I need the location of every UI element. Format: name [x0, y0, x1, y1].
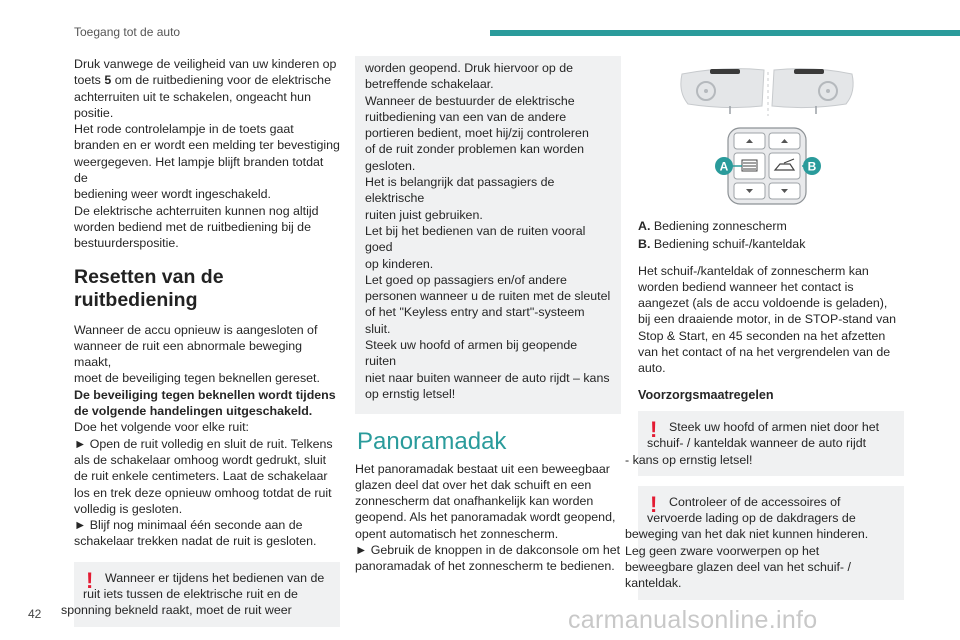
precautions-heading: Voorzorgsmaatregelen	[638, 387, 774, 402]
warning-box-accessories: ! Controleer of de accessoires of vervoerde lading op de dakdragers de beweging van het dak niet kunnen hinderen. Leg geen zware voorwerpen op het beweegbare glazen deel van het schuif- / kanteldak.	[638, 486, 904, 600]
column-right	[625, 218, 904, 600]
page-number: 42	[28, 607, 42, 621]
legend-item-a: A. Bediening zonnescherm	[638, 219, 787, 233]
tilt-roof-button[interactable]	[769, 153, 800, 179]
section-title: Toegang tot de auto	[74, 25, 181, 39]
roof-console-figure	[666, 62, 866, 217]
figure-legend	[638, 218, 904, 253]
legend-item-b: B. Bediening schuif-/kanteldak	[638, 237, 806, 252]
column-left	[61, 56, 340, 627]
callout-b-label: B	[807, 159, 817, 174]
warning-box-pinch: ! Wanneer er tijdens het bedienen van de ruit iets tussen de elektrische ruit en de sponning bekneld raakt, moet de ruit weer	[74, 562, 340, 627]
intro-paragraph: Druk vanwege de veiligheid van uw kinderen op toets 5 om de ruitbediening voor de elektrische achterruiten uit te schakelen, ongeacht hun positie. Het rode controlelampje in de toets gaat branden en er wordt een melding ter bevestiging weergegeven. Het lampje blijft branden totdat de bediening weer wordt ingeschakeld. De elektrische achterruiten kunnen nog altijd worden bediend met de ruitbediening bij de bestuurderspositie.	[74, 57, 340, 251]
warning-exclamation-icon: !	[86, 567, 94, 593]
warning-box-head-arms: ! Steek uw hoofd of armen niet door het schuif- / kanteldak wanneer de auto rijdt - kans op ernstig letsel!	[638, 411, 904, 476]
panorama-heading: Panoramadak	[357, 428, 507, 456]
watermark: carmanualsonline.info	[568, 606, 818, 634]
warning-exclamation-icon: !	[650, 491, 658, 517]
callout-a-label: A	[719, 159, 729, 174]
header-accent-bar	[490, 30, 960, 36]
warning-exclamation-icon: !	[650, 416, 658, 442]
roof-console-illustration	[666, 62, 866, 212]
reset-heading: Resetten van de ruitbediening	[74, 265, 224, 311]
column-middle	[355, 56, 621, 575]
roof-operation-paragraph: Het schuif-/kanteldak of zonnescherm kan worden bediend wanneer het contact is aangezet (als de accu voldoende is geladen), bij een draaiende motor, in de STOP-stand van Stop & Start, en 45 seconden na het afzetten van het contact of na het vergrendelen van de auto.	[638, 263, 897, 376]
warning-box-continued: worden geopend. Druk hiervoor op de betreffende schakelaar. Wanneer de bestuurder de elektrische ruitbediening van een van de andere portieren bedient, moet hij/zij controleren of de ruit zonder problemen kan worden gesloten. Het is belangrijk dat passagiers de elektrische ruiten juist gebruiken. Let bij het bedienen van de ruiten vooral goed op kinderen. Let goed op passagiers en/of andere personen wanneer u de ruiten met de sleutel of het "Keyless entry and start"-systeem sluit. Steek uw hoofd of armen bij geopende ruiten niet naar buiten wanneer de auto rijdt – kans op ernstig letsel!	[355, 56, 621, 414]
panorama-paragraph: Het panoramadak bestaat uit een beweegbaar glazen deel dat over het dak schuift en een zonnescherm dat onafhankelijk kan worden geopend. Als het panoramadak wordt geopend, opent automatisch het zonnescherm. ► Gebruik de knoppen in de dakconsole om het panoramadak of het zonnescherm te bedienen.	[355, 461, 621, 574]
reset-paragraph: Wanneer de accu opnieuw is aangesloten of wanneer de ruit een abnormale beweging maakt, moet de beveiliging tegen beknellen gereset. De beveiliging tegen beknellen wordt tijdens de volgende handelingen uitgeschakeld. Doe het volgende voor elke ruit: ► Open de ruit volledig en sluit de ruit. Telkens als de schakelaar omhoog wordt gedrukt, sluit de ruit enkele centimeters. Laat de schakelaar los en trek deze opnieuw omhoog totdat de ruit volledig is gesloten. ► Blijf nog minimaal één seconde aan de schakelaar trekken nadat de ruit is gesloten.	[74, 322, 336, 549]
